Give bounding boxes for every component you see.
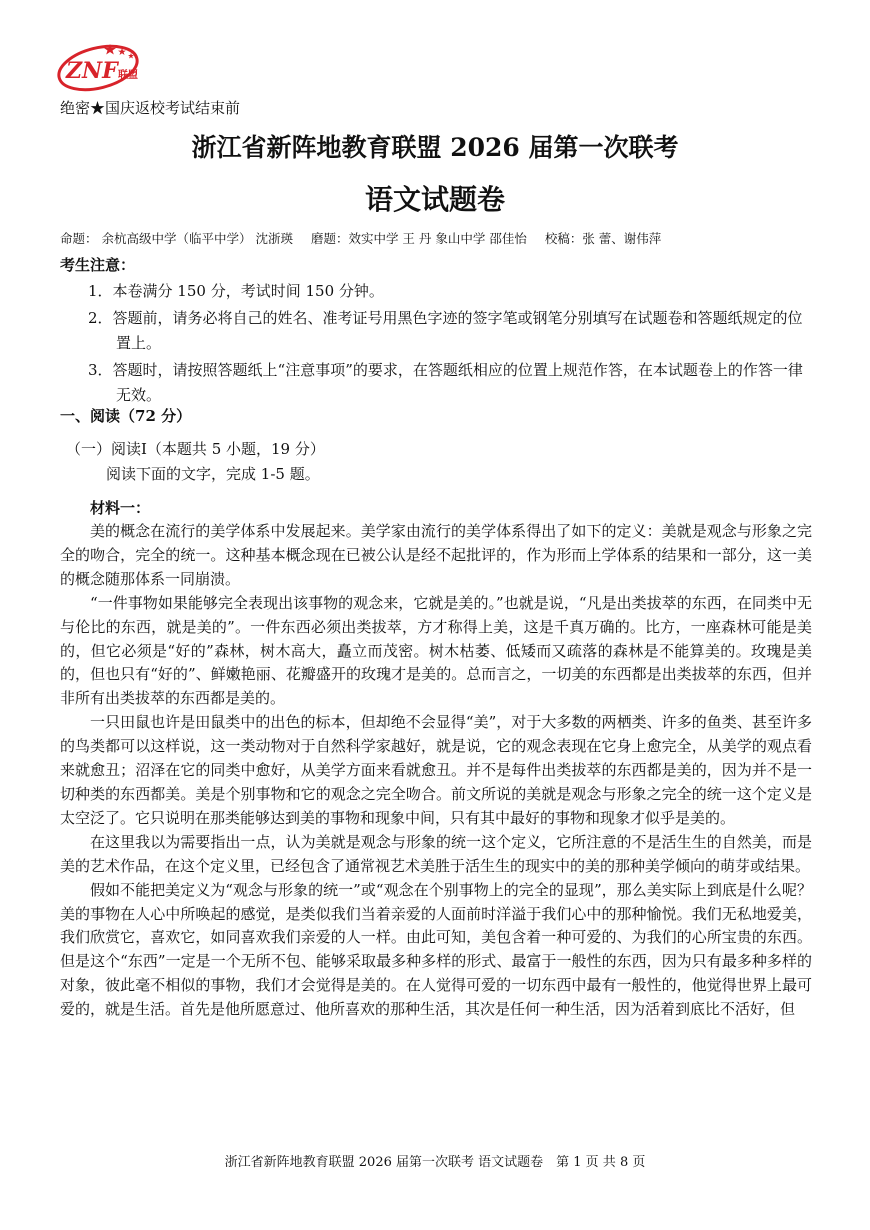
notice-list [88,279,816,410]
material-paragraph: 一只田鼠也许是田鼠类中的出色的标本，但却绝不会显得“美”，对于大多数的两栖类、许多的鱼类、甚至许多的鸟类都可以这样说，这一类动物对于自然科学家越好，就是说，它的观念表现在它身上愈完全，从美学的观点看来就愈丑；沼泽在它的同类中愈好，从美学方面来看就愈丑。并不是每件出类拔萃的东西都是美的，因为并不是一切种类的东西都美。美是个别事物和它的观念之完全吻合。前文所说的美就是观念与形象之完全的统一这个定义是太空泛了。它只说明在那类能够达到美的事物和现象中间，只有其中最好的事物和现象才似乎是美的。 [60,713,812,827]
logo-sub-text: 联盟 [118,70,138,81]
material-paragraph: “一件事物如果能够完全表现出该事物的观念来，它就是美的。”也就是说，“凡是出类拔萃的东西，在同类中无与伦比的东西，就是美的”。一件东西必须出类拔萃，方才称得上美，这是千真万确的。比方，一座森林可能是美的，但它必须是“好的”森林，树木高大，矗立而茂密。树木枯萎、低矮而又疏落的森林是不能算美的。玫瑰是美的，但也只有“好的”、鲜嫩艳丽、花瓣盛开的玫瑰才是美的。总而言之，一切美的东西都是出类拔萃的东西，但并非所有出类拔萃的东西都是美的。 [60,593,812,708]
notice-heading: 考生注意： [60,256,136,274]
section-heading: 一、阅读（72 分） [60,407,192,425]
part-instruction: 阅读下面的文字，完成 1-5 题。 [106,465,320,483]
author-credits [60,230,675,248]
znf-logo-graphic [52,38,152,96]
material-label: 材料一： [90,499,151,517]
page-footer: 浙江省新阵地教育联盟 2026 届第一次联考 语文试题卷 第 1 页 共 8 页 [224,1155,646,1170]
exam-title: 浙江省新阵地教育联盟 2026 届第一次联考 [191,133,679,162]
notice-item: 1．本卷满分 150 分，考试时间 150 分钟。 [88,282,384,300]
paper-subtitle: 语文试题卷 [364,183,505,216]
material-paragraph: 美的概念在流行的美学体系中发展起来。美学家由流行的美学体系得出了如下的定义：美就是观念与形象之完全的吻合，完全的统一。这种基本概念现在已被公认是经不起批评的，作为形而上学体系的结果和一部分，这一美的概念随那体系一同崩溃。 [60,522,812,588]
material-paragraph: 假如不能把美定义为“观念与形象的统一”或“观念在个别事物上的完全的显现”，那么美实际上到底是什么呢？美的事物在人心中所唤起的感觉，是类似我们当着亲爱的人面前时洋溢于我们心中的那种愉悦。我们无私地爱美，我们欣赏它，喜欢它，如同喜欢我们亲爱的人一样。由此可知，美包含着一种可爱的、为我们的心所宝贵的东西。但是这个“东西”一定是一个无所不包、能够采取最多种多样的形式、最富于一般性的东西，因为只有最多种多样的对象，彼此毫不相似的事物，我们才会觉得是美的。在人觉得可爱的一切东西中最有一般性的，他觉得世界上最可爱的，就是生活。首先是他所愿意过、他所喜欢的那种生活，其次是任何一种生活，因为活着到底比不活好，但 [60,880,812,1019]
material-paragraph: 在这里我以为需要指出一点，认为美就是观念与形象的统一这个定义，它所注意的不是活生生的自然美，而是美的艺术作品，在这个定义里，已经包含了通常视艺术美胜于活生生的现实中的美的那种美学倾向的萌芽或结果。 [60,832,812,875]
material-text [60,520,812,1022]
credit-reviewers: 磨题：效实中学 王 丹 象山中学 邵佳怡 [310,231,527,246]
logo-text: ZNF [66,58,118,84]
znf-logo [52,38,152,96]
notice-item: 2．答题前，请务必将自己的姓名、准考证号用黑色字迹的签字笔或钢笔分别填写在试题卷和答题纸规定的位置上。 [88,309,803,352]
part-heading: （一）阅读Ⅰ（本题共 5 小题，19 分） [66,440,325,458]
notice-item: 3．答题时，请按照答题纸上“注意事项”的要求，在答题纸相应的位置上规范作答，在本试题卷上的作答一律无效。 [88,361,803,404]
confidential-notice: 绝密★国庆返校考试结束前 [60,99,241,117]
credit-authors: 命题： 余杭高级中学（临平中学） 沈浙瑛 [60,231,293,246]
credit-proofreaders: 校稿：张 蕾、谢伟萍 [544,231,662,246]
